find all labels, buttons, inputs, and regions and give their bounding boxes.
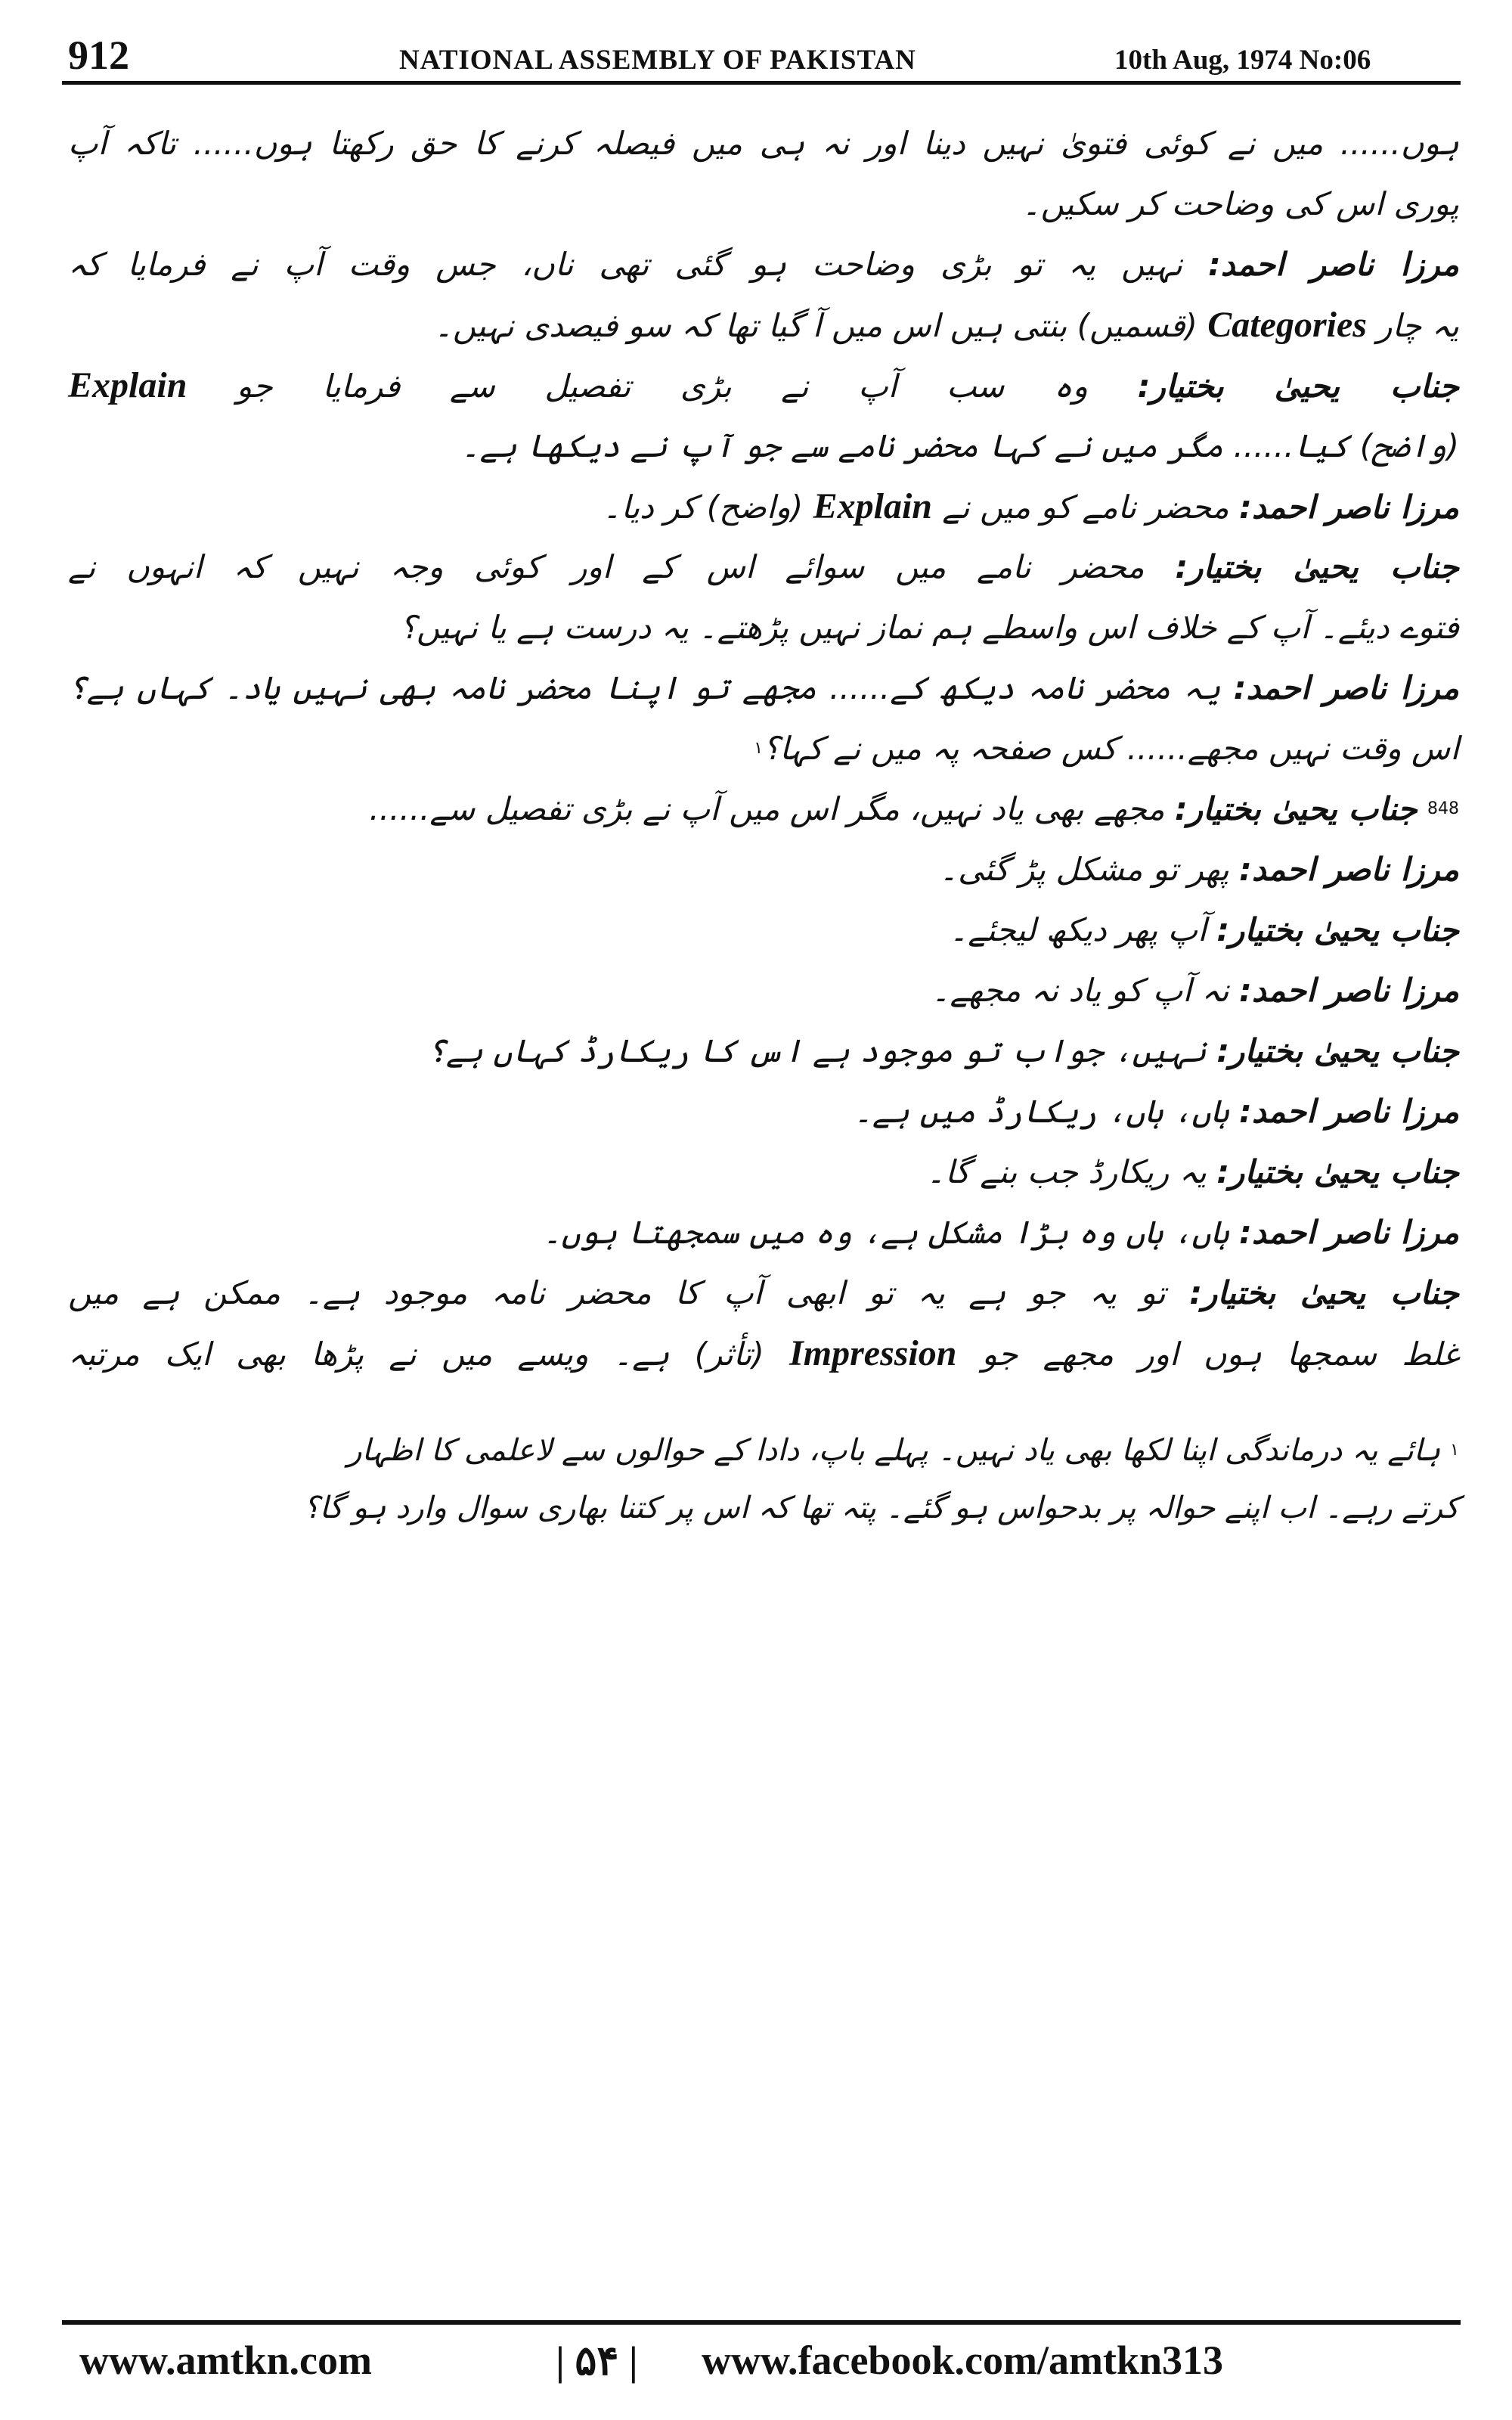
- transcript-line: جناب یحییٰ بختیار: آپ پھر دیکھ لیجئے۔: [949, 911, 1459, 948]
- transcript-line: اس وقت نہیں مجھے...... کس صفحہ پہ میں نے کہا؟$^۱$: [754, 730, 1459, 767]
- speaker-label: مرزا ناصر احمد:: [1239, 851, 1459, 888]
- transcript-line: مرزا ناصر احمد: نہ آپ کو یاد نہ مجھے۔: [931, 972, 1459, 1009]
- speaker-label: جناب یحییٰ بختیار:: [1174, 790, 1418, 827]
- transcript-line: جناب یحییٰ بختیار: نہیں، جواب تو موجود ہے اس کا ریکارڈ کہاں ہے؟: [427, 1032, 1459, 1069]
- footer-facebook-link[interactable]: www.facebook.com/amtkn313: [702, 2338, 1223, 2383]
- transcript-line: یہ چار Categories (قسمیں) بنتی ہیں اس میں آ گیا تھا کہ سو فیصدی نہیں۔: [434, 305, 1459, 345]
- footer-website-link[interactable]: www.amtkn.com: [79, 2338, 372, 2383]
- transcript-line: مرزا ناصر احمد: محضر نامے کو میں نے Explain (واضح) کر دیا۔: [603, 486, 1459, 526]
- transcript-line: (واضح) کیا...... مگر میں نے کہا محضر نامے سے جو آپ نے دیکھا ہے۔: [460, 427, 1459, 464]
- page-number: 912: [68, 33, 129, 78]
- footer-rule: [62, 2320, 1461, 2325]
- page-header: [0, 0, 1512, 83]
- english-term: Categories: [1207, 305, 1367, 345]
- speaker-label: مرزا ناصر احمد:: [1239, 972, 1459, 1009]
- transcript-line: مرزا ناصر احمد: یہ محضر نامہ دیکھ کے...... مجھے تو اپنا محضر نامہ بھی نہیں یاد۔ کہاں ہے؟: [68, 669, 1459, 706]
- speaker-label: مرزا ناصر احمد:: [1239, 1214, 1459, 1251]
- speaker-label: مرزا ناصر احمد:: [1207, 246, 1459, 283]
- speaker-label: مرزا ناصر احمد:: [1239, 1093, 1459, 1130]
- speaker-label: مرزا ناصر احمد:: [1239, 489, 1459, 526]
- transcript-line: $^{848}$ جناب یحییٰ بختیار: مجھے بھی یاد نہیں، مگر اس میں آپ نے بڑی تفصیل سے......: [369, 790, 1459, 827]
- transcript-line: جناب یحییٰ بختیار: یہ ریکارڈ جب بنے گا۔: [926, 1153, 1459, 1190]
- transcript-line: پوری اس کی وضاحت کر سکیں۔: [1022, 185, 1459, 222]
- original-page-ref: 848: [1427, 799, 1459, 818]
- header-title: NATIONAL ASSEMBLY OF PAKISTAN: [399, 45, 916, 76]
- english-term: Explain: [813, 486, 932, 526]
- transcript-line: ہوں...... میں نے کوئی فتویٰ نہیں دینا اور نہ ہی میں فیصلہ کرنے کا حق رکھتا ہوں...... تاکہ آپ: [68, 125, 1459, 162]
- speaker-label: جناب یحییٰ بختیار:: [1216, 1032, 1459, 1069]
- header-date: 10th Aug, 1974 No:06: [1114, 45, 1371, 76]
- transcript-line: مرزا ناصر احمد: پھر تو مشکل پڑ گئی۔: [939, 851, 1459, 888]
- transcript-line: مرزا ناصر احمد: ہاں، ہاں، ریکارڈ میں ہے۔: [854, 1093, 1459, 1130]
- page-footer: [0, 2337, 1512, 2397]
- transcript-line: مرزا ناصر احمد: ہاں، ہاں وہ بڑا مشکل ہے، وہ میں سمجھتا ہوں۔: [543, 1214, 1459, 1251]
- header-rule: [62, 81, 1461, 85]
- transcript-line: جناب یحییٰ بختیار: محضر نامے میں سوائے اس کے اور کوئی وجہ نہیں کہ انہوں نے: [68, 548, 1459, 585]
- footnote-line: $^۱$ ہائے یہ درماندگی اپنا لکھا بھی یاد نہیں۔ پہلے باپ، دادا کے حوالوں سے لاعلمی کا اظہار: [347, 1433, 1459, 1468]
- speaker-label: جناب یحییٰ بختیار:: [1216, 1153, 1459, 1190]
- footnote-ref: ۱: [754, 739, 764, 758]
- speaker-label: جناب یحییٰ بختیار:: [1175, 548, 1459, 585]
- transcript-line: جناب یحییٰ بختیار: تو یہ جو ہے یہ تو ابھی آپ کا محضر نامہ موجود ہے۔ ممکن ہے میں: [68, 1274, 1459, 1311]
- transcript-line: فتوے دیئے۔ آپ کے خلاف اس واسطے ہم نماز نہیں پڑھتے۔ یہ درست ہے یا نہیں؟: [399, 609, 1459, 646]
- transcript-line: جناب یحییٰ بختیار: وہ سب آپ نے بڑی تفصیل سے فرمایا جو Explain: [68, 365, 1459, 405]
- english-term: Impression: [789, 1333, 957, 1373]
- speaker-label: مرزا ناصر احمد:: [1233, 669, 1459, 706]
- transcript-line: مرزا ناصر احمد: نہیں یہ تو بڑی وضاحت ہو گئی تھی ناں، جس وقت آپ نے فرمایا کہ: [68, 246, 1459, 283]
- footer-page-number: | ۵۴ |: [556, 2338, 638, 2384]
- speaker-label: جناب یحییٰ بختیار:: [1189, 1274, 1459, 1311]
- footnote-marker: ۱: [1450, 1441, 1459, 1460]
- transcript-line: غلط سمجھا ہوں اور مجھے جو Impression (تأثر) ہے۔ ویسے میں نے پڑھا بھی ایک مرتبہ: [68, 1333, 1459, 1373]
- speaker-label: جناب یحییٰ بختیار:: [1216, 911, 1459, 948]
- speaker-label: جناب یحییٰ بختیار:: [1137, 368, 1459, 405]
- footnote-line: کرتے رہے۔ اب اپنے حوالہ پر بدحواس ہو گئے۔ پتہ تھا کہ اس پر کتنا بھاری سوال وارد ہو گا؟: [303, 1491, 1459, 1525]
- english-term: Explain: [68, 365, 187, 405]
